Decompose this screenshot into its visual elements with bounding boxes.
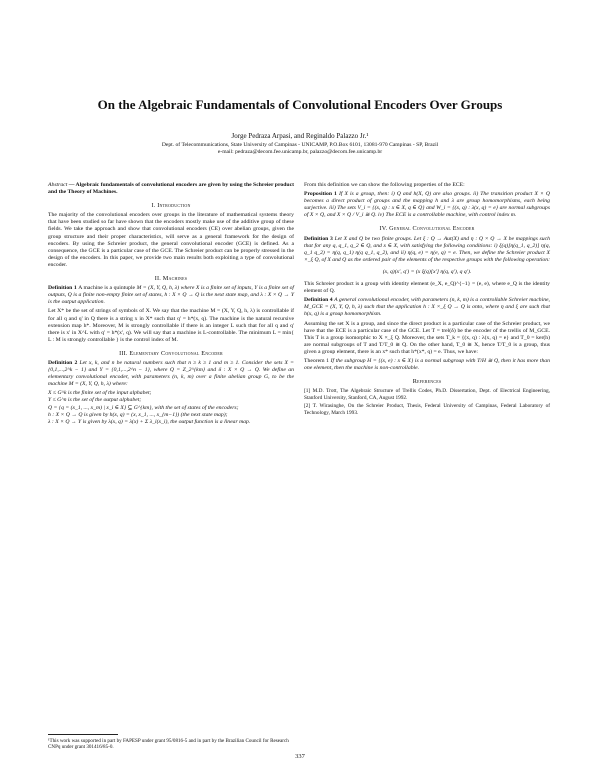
abstract <box>48 182 294 196</box>
right-intro: From this definition we can show the following properties of the ECE: <box>304 182 465 188</box>
definition-text: A machine is a quintuple <box>78 285 137 292</box>
section-heading: IV. General Convolutional Encoder <box>379 225 475 233</box>
footnote: ¹This work was supported in part by FAPESP under grant 95/0816-5 and in part by the Brazilian Council for Research CNPq under grant 301416/85-0. <box>48 738 289 751</box>
definition-label: Definition 2 <box>48 359 80 366</box>
abstract-label: Abstract <box>48 182 68 188</box>
definition-label: Definition 4 <box>304 297 335 304</box>
introduction-text: The majority of the convolutional encoders over groups in the literature of mathematical systems theory that have been studied so far have shown that the encoders mostly make use of the additive group of these fields. We take the approach and show that convolutional encoders (CE) over abelian groups, given the group structure and their proper characteristics, will serve as a general framework for the design of encoders. By using the Schreier product, the general convolutional encoder (GCE) is defined. As a consequence, the GCE is a particular case of the GCE. The Schreier product can be properly stressed in the design of the encoders. In this paper, we provide two main results both exploiting a type of convolutional encoder. <box>48 212 294 268</box>
section-heading: I. Introduction <box>151 202 191 210</box>
definition-item: Y ≤ G^n is the set of the output alphabet; <box>48 397 142 404</box>
paper-title: On the Algebraic Fundamentals of Convolutional Encoders Over Groups <box>97 97 503 112</box>
theorem-text: If the subgroup H = {(x, e) : x ∈ X} is a normal subgroup with T/H ≅ Q, then it has more than one element, then the machine is non-controllable. <box>304 357 550 372</box>
proposition-text: If X is a group, then: i) Q and h(X, Q) are also groups. ii) The transition product X × Q becomes a direct product of groups and the mapping h and λ are group homomorphisms, each being surjective. iii) The sets V_i = {(x, q) : x ∈ X, q ∈ Q} and W_i = {(x, q) : λ(x, q) = e} are normal subgroups of X × Q, and X × Q / V_i ≅ Q. iv) The ECE is a controllable machine, with control index m. <box>304 191 550 219</box>
page-number: 337 <box>295 753 305 760</box>
definition-text: Let x, k, and n be natural numbers such that n ≥ k ≥ 1 and m ≥ 1. Consider the sets X = {0,1,...,2^k − 1} and Y = {0,1,...,2^n − 1}, where Q = Z_2^{km} and δ : X × Q → Q. We define an elementary convolutional encoder, with parameters (n, k, m) over a finite abelian group G, to be the machine M = (X, Y, Q, h, λ) where: <box>48 359 294 388</box>
affiliations <box>70 142 530 156</box>
left-column <box>48 182 294 426</box>
definition-text: Let X and Q be two finite groups. Let ξ : Q → Aut(X) and η : Q × Q → X be mappings such that for any q, q_1, q_2 ∈ Q, and x ∈ X, with satisfying the following conditions: i) ξ(q)[η(q_1, q_2)] η(q, q_1 q_2) = η(q, q_1) η(q q_1, q_2), and ii) η(q, e) = η(e, q) = e. Then, we define the Schreier product X ×_ξ Q, of X and Q as the ordered pair of the elements of the respective groups with the following operation: <box>304 235 551 263</box>
section-heading: III. Elementary Convolutional Encoder <box>119 349 223 357</box>
proposition-label: Proposition 1 <box>304 191 339 198</box>
section-heading: II. Machines <box>154 275 188 283</box>
theorem-label: Theorem 1 <box>304 357 331 364</box>
machines-text: Let X* be the set of strings of symbols of X. We say that the machine M = (X, Y, Q, h, λ) is controllable if for all q and q' in Q there is a string x in X* such that q' = h*(x, q). The machine is the natural recursive extension map h*. Moreover, M is strongly controllable if there is an integer L such that for all q and q' there is x' in X^L with q' = h*(x', q). We will say that a machine is L-controllable. The minimum L = min{ L : M is strongly controllable } is the control index of M. <box>48 308 294 343</box>
definition-label: Definition 3 <box>304 235 335 242</box>
reference-item: [1] M.D. Trott, The Algebraic Structure of Trellis Codes, Ph.D. Dissertation, Dept. of Electrical Engineering, Stanford University, Stanford, CA, August 1992. <box>304 388 550 401</box>
definition-text: A general convolutional encoder, with parameters (n, k, m) is a controllable Schreier machine, M_GCE = (X, Y, Q, h, λ) such that the application h : X ×_ξ Q → Q is onto, where η and ξ are such that h(x, q) is a group homomorphism. <box>304 297 550 318</box>
definition-item: X ≤ G^k is the finite set of the input alphabet; <box>48 390 152 397</box>
authors: Jorge Pedraza Arpasi, and Reginaldo Palazzo Jr.¹ <box>231 132 369 140</box>
theorem-1 <box>304 358 550 372</box>
equation: (x, q)(x′, q′) = (x ξ(q)[x′] η(q, q′), q q′). <box>382 268 472 275</box>
definition-item: h : X × Q → Q is given by h(x, q) = (x, x_1, ..., x_{m−1}) (the next state map); <box>48 411 228 418</box>
definition-label: Definition 1 <box>48 285 79 292</box>
reference-item: [2] T. Wirasinghe, On the Schreier Product, Thesis, Federal University of Campinas, Federal Laboratory of Technology, March 1993. <box>304 403 550 417</box>
definition-text: M = (X, Y, Q, h, λ) where X is a finite set of inputs, Y is a finite set of outputs, Q is a finite non-empty finite set of states, h : X × Q → Q is the next state map, and λ : X × Q → Y is the output application. <box>48 285 294 306</box>
general-text: Assuming the set X is a group, and since the direct product is a particular case of the Schreier product, we have that the ECE is a particular case of the GCE. Let T = trel(δ) be the encoder of the trellis of M_GCE. This T is a group isomorphic to X ×_ξ Q. Moreover, the sets T_k = {(x, q) : λ(x, q) = e} and T_0 = ker(h) are normal subgroups of T and T/T_0 ≅ Q. On the other hand, T_0 ≅ X, hence T/T_0 is a group, thus given a group element, there is an x* such that h*(x*, q) = e. Thus, we have: <box>304 320 550 355</box>
affiliation-line: Dept. of Telecommunications, State University of Campinas - UNICAMP, P.O.Box 6101, 13081-970 Campinas - SP, Brazil <box>161 142 439 148</box>
section-heading: References <box>412 378 442 386</box>
right-column <box>304 182 550 419</box>
abstract-text: — Algebraic fundamentals of convolutional encoders are given by using the Schreier product and the Theory of Machines. <box>48 182 294 196</box>
proposition-1 <box>304 191 550 219</box>
definition-item: λ : X × Q → Y is given by λ(x, q) = λ(x) + Σ λ_i(x_i), the output function is a linear map. <box>48 418 251 425</box>
email-line: e-mail: pedraza@decom.fee.unicamp.br, palazzo@decom.fee.unicamp.br <box>217 149 383 155</box>
definition-2 <box>48 360 294 388</box>
definition-4 <box>304 297 550 318</box>
after-equation-text: This Schreier product is a group with identity element (e_X, e_Q)^{−1} = (e, e), where e_Q is the identity element of Q. <box>304 281 550 295</box>
definition-item: Q = {q = (x_1, ..., x_m) | x_i ∈ X} ⊆ G^{km}, with the set of states of the encoders; <box>48 404 239 411</box>
definition-1 <box>48 285 294 306</box>
definition-3 <box>304 236 550 264</box>
footnote-rule <box>48 734 118 735</box>
